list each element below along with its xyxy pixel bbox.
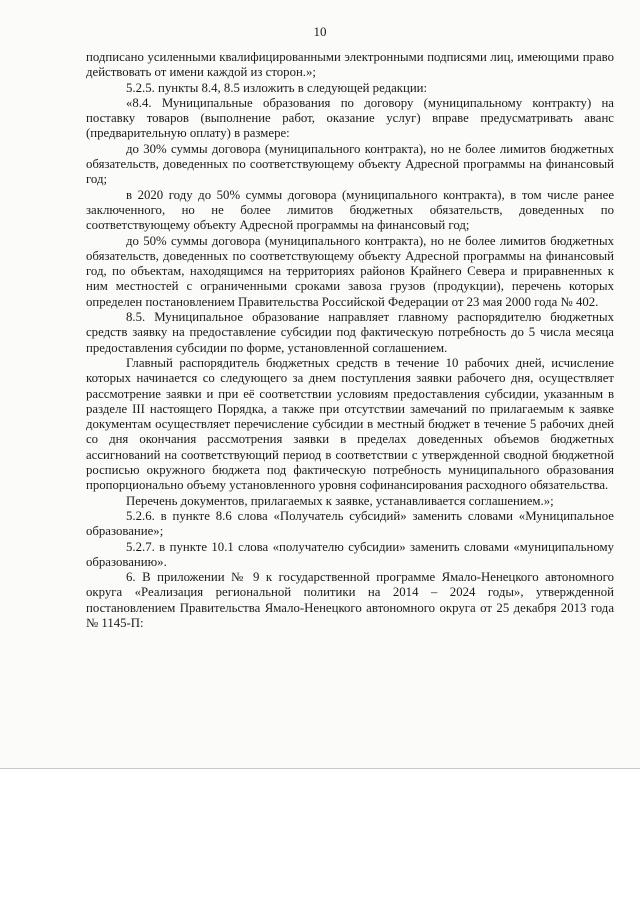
paragraph-advance-30: до 30% суммы договора (муниципального контракта), но не более лимитов бюджетных обязательств, доведенных по соответствующему объекту Адресной программы на финансовый год; bbox=[86, 141, 614, 187]
paragraph-5-2-6: 5.2.6. в пункте 8.6 слова «Получатель субсидий» заменить словами «Муниципальное образование»; bbox=[86, 508, 614, 539]
paragraph-advance-2020: в 2020 году до 50% суммы договора (муниципального контракта), в том числе ранее заключенного, но не более лимитов бюджетных обязательств, доведенных по соответствующему объекту Адресной программы на финансовый год; bbox=[86, 187, 614, 233]
paragraph-8-4: «8.4. Муниципальные образования по договору (муниципальному контракту) на поставку товаров (выполнение работ, оказание услуг) вправе предусматривать аванс (предварительную оплату) в размере: bbox=[86, 95, 614, 141]
paragraph-advance-50-north: до 50% суммы договора (муниципального контракта), но не более лимитов бюджетных обязательств, доведенных по соответствующему объекту Адресной программы на финансовый год, по объектам, находящимся на территориях районов Крайнего Севера и приравненных к ним местностей с ограниченными сроками завоза грузов (продукции), перечень которых определен постановлением Правительства Российской Федерации от 23 мая 2000 года № 402. bbox=[86, 233, 614, 309]
blank-area bbox=[0, 769, 640, 905]
page-number: 10 bbox=[313, 24, 327, 39]
document-body bbox=[86, 50, 614, 631]
paragraph-5-2-7: 5.2.7. в пункте 10.1 слова «получателю субсидии» заменить словами «муниципальному образованию». bbox=[86, 539, 614, 569]
paragraph-6: 6. В приложении № 9 к государственной программе Ямало-Ненецкого автономного округа «Реализация региональной политики на 2014 – 2024 годы», утвержденной постановлением Правительства Ямало-Ненецкого автономного округа от 25 декабря 2013 года № 1145-П: bbox=[86, 570, 614, 630]
paragraph-8-5: 8.5. Муниципальное образование направляет главному распорядителю бюджетных средств заявку на предоставление субсидии под фактическую потребность до 5 числа месяца предоставления субсидии по форме, установленной соглашением. bbox=[86, 310, 614, 355]
paragraph-chief-administrator: Главный распорядитель бюджетных средств в течение 10 рабочих дней, исчисление которых начинается со следующего за днем поступления заявки рабочего дня, осуществляет рассмотрение заявки и при её соответствии условиям предоставления субсидии, указанным в разделе III настоящего Порядка, а также при отсутствии замечаний по прилагаемым к заявке документам осуществляет перечисление субсидии в местный бюджет в течение 5 рабочих дней со дня окончания рассмотрения заявки в пределах доведенных объемов бюджетных ассигнований на соответствующий период в соответствии с утвержденной сводной бюджетной росписью окружного бюджета под фактическую потребность муниципального образования пропорционально объему установленного уровня софинансирования расходного обязательства. bbox=[86, 355, 614, 493]
paragraph-continuation: подписано усиленными квалифицированными электронными подписями лиц, имеющими право действовать от имени каждой из сторон.»; bbox=[86, 50, 614, 80]
paragraph-documents-list: Перечень документов, прилагаемых к заявке, устанавливается соглашением.»; bbox=[126, 493, 554, 508]
paragraph-5-2-5: 5.2.5. пункты 8.4, 8.5 изложить в следующей редакции: bbox=[126, 80, 428, 95]
